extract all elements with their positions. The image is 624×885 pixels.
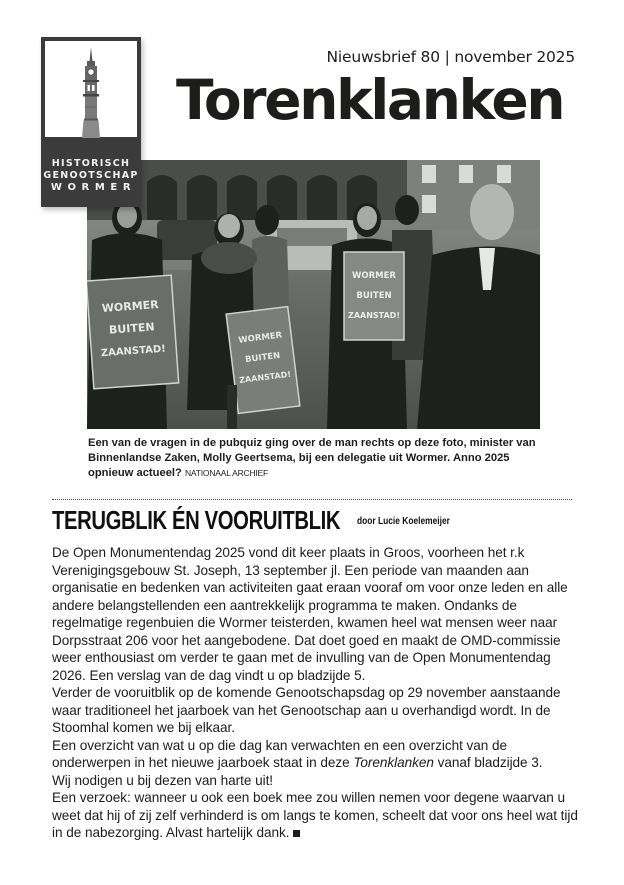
paragraph-text: Een overzicht van wat u op die dag kan verwachten en een overzicht van de onderwerpen in het nieuwe jaarboek staat in deze [52, 737, 508, 770]
article-body [52, 544, 582, 842]
svg-text:WORMER: WORMER [352, 271, 396, 281]
publication-name: Torenklanken [353, 755, 434, 770]
svg-text:BUITEN: BUITEN [108, 320, 155, 337]
article-paragraph: De Open Monumentendag 2025 vond dit keer plaats in Groos, voorheen het r.k Verenigingsgebouw St. Joseph, 13 september jl. Een periode van maanden aan organisatie en bedenken van activiteiten gaat eraan vooraf om voor onze leden en alle andere belangstellenden een aantrekkelijk programma te maken. Ondanks de regelmatige regenbuien die Wormer teisterden, kwamen heel wat mensen weer naar Dorpsstraat 206 voor het aangebodene. Dat doet goed en maakt de OMD-commissie weer enthousiast om verder te gaan met de invulling van de Open Monumentendag 2026. Een verslag van de dag vindt u op bladzijde 5. [52, 545, 568, 683]
photo-caption [88, 436, 548, 481]
logo-line-historisch: HISTORISCH [51, 158, 131, 169]
article-paragraph [52, 789, 582, 842]
masthead-title: Torenklanken [176, 68, 564, 132]
svg-text:ZAANSTAD!: ZAANSTAD! [348, 311, 400, 320]
logo-text [41, 158, 141, 194]
logo-line-genootschap: GENOOTSCHAP [43, 170, 139, 181]
logo-tower-panel [45, 41, 137, 152]
section-divider [52, 499, 572, 500]
svg-text:WORMER: WORMER [101, 298, 160, 316]
article-heading [52, 505, 450, 536]
svg-text:BUITEN: BUITEN [244, 350, 281, 366]
protest-sign [344, 252, 404, 340]
article-paragraph [52, 737, 582, 772]
photo-credit: NATIONAAL ARCHIEF [184, 468, 269, 478]
paragraph-text: vanaf bladzijde 3. [433, 755, 543, 770]
protest-sign [226, 307, 300, 414]
logo-line-wormer: WORMER [50, 182, 137, 193]
caption-text: Een van de vragen in de pubquiz ging over de man rechts op deze foto, minister van Binnenlandse Zaken, Molly Geertsema, bij een delegatie uit Wormer. Anno 2025 opnieuw actueel? [88, 437, 536, 479]
tower-icon [45, 41, 137, 152]
society-logo [41, 37, 141, 207]
svg-text:BUITEN: BUITEN [356, 291, 392, 301]
cover-photo [87, 160, 540, 429]
svg-text:ZAANSTAD!: ZAANSTAD! [238, 369, 292, 386]
article-byline: door Lucie Koelemeijer [357, 515, 450, 527]
paragraph-text: Een verzoek: wanneer u ook een boek mee zou willen nemen voor degene waarvan u weet dat hij of zij zelf verhinderd is om langs te komen, scheelt dat voor ons heel wat tijd in de nabezorging. Alvast hartelijk dank. [52, 790, 578, 840]
issue-label: Nieuwsbrief 80 | november 2025 [326, 48, 575, 66]
article-paragraph: Wij nodigen u bij dezen van harte uit! [52, 772, 274, 788]
article-paragraph: Verder de vooruitblik op de komende Genootschapsdag op 29 november aanstaande waar traditioneel het jaarboek van het Genootschap aan u overhandigd wordt. In de Stoomhal komen we bij elkaar. [52, 685, 561, 735]
protest-photo-illustration [87, 160, 540, 429]
article-title: TERUGBLIK ÉN VOORUITBLIK [52, 505, 341, 535]
end-mark-icon [293, 830, 300, 837]
svg-text:WORMER: WORMER [237, 330, 283, 346]
svg-text:ZAANSTAD!: ZAANSTAD! [100, 343, 167, 360]
protest-sign [87, 275, 179, 389]
